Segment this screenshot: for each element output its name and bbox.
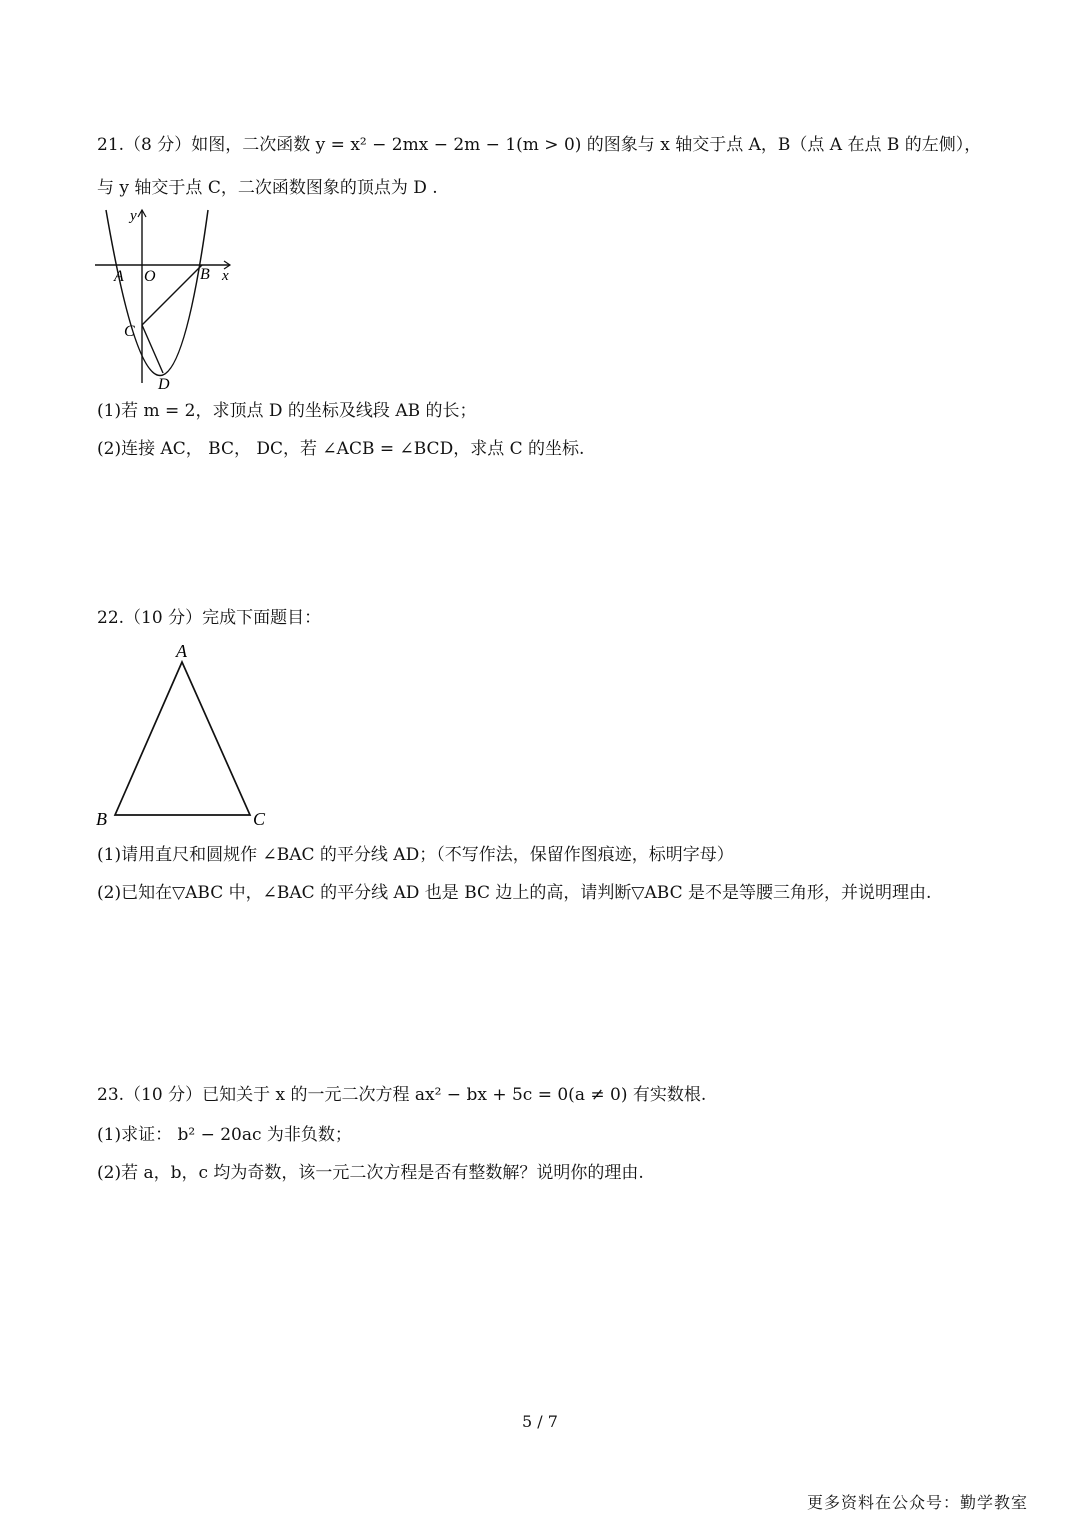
q21-part2: (2)连接 AC， BC， DC，若 ∠ACB = ∠BCD，求点 C 的坐标. (97, 439, 585, 459)
label-b: B (96, 809, 107, 829)
q23-part2: (2)若 a，b，c 均为奇数，该一元二次方程是否有整数解？说明你的理由. (97, 1163, 644, 1183)
q21-stem-line2: 与 y 轴交于点 C，二次函数图象的顶点为 D . (97, 178, 438, 198)
q23-part1: (1)求证： b² − 20ac 为非负数； (97, 1125, 352, 1145)
q22-triangle-figure (90, 638, 280, 833)
q22-part2: (2)已知在▽ABC 中，∠BAC 的平分线 AD 也是 BC 边上的高，请判断▽ABC 是不是等腰三角形，并说明理由. (97, 883, 932, 903)
label-c: C (253, 809, 266, 829)
label-a: A (114, 268, 124, 285)
q21-stem-line1: 21.（8 分）如图，二次函数 y = x² − 2mx − 2m − 1(m > 0) 的图象与 x 轴交于点 A，B（点 A 在点 B 的左侧）， (97, 135, 982, 155)
segment-cd (142, 325, 163, 373)
q22-part1: (1)请用直尺和圆规作 ∠BAC 的平分线 AD；（不写作法，保留作图痕迹，标明字母） (97, 845, 734, 865)
label-c: C (124, 323, 135, 340)
page-number: 5 / 7 (522, 1412, 558, 1431)
label-a: A (176, 641, 187, 661)
label-o: O (144, 268, 156, 285)
q22-stem: 22.（10 分）完成下面题目： (97, 608, 322, 628)
label-y: y (130, 208, 137, 224)
label-b: B (200, 266, 210, 283)
q21-parabola-figure (90, 205, 250, 395)
label-d: D (158, 376, 170, 393)
q21-part1: (1)若 m = 2，求顶点 D 的坐标及线段 AB 的长； (97, 401, 477, 421)
footer-note: 更多资料在公众号：勤学教室 (806, 1493, 1028, 1512)
q23-stem: 23.（10 分）已知关于 x 的一元二次方程 ax² − bx + 5c = 0(a ≠ 0) 有实数根. (97, 1085, 707, 1105)
triangle-abc (115, 662, 250, 815)
label-x: x (222, 268, 229, 284)
parabola-curve (106, 210, 208, 376)
